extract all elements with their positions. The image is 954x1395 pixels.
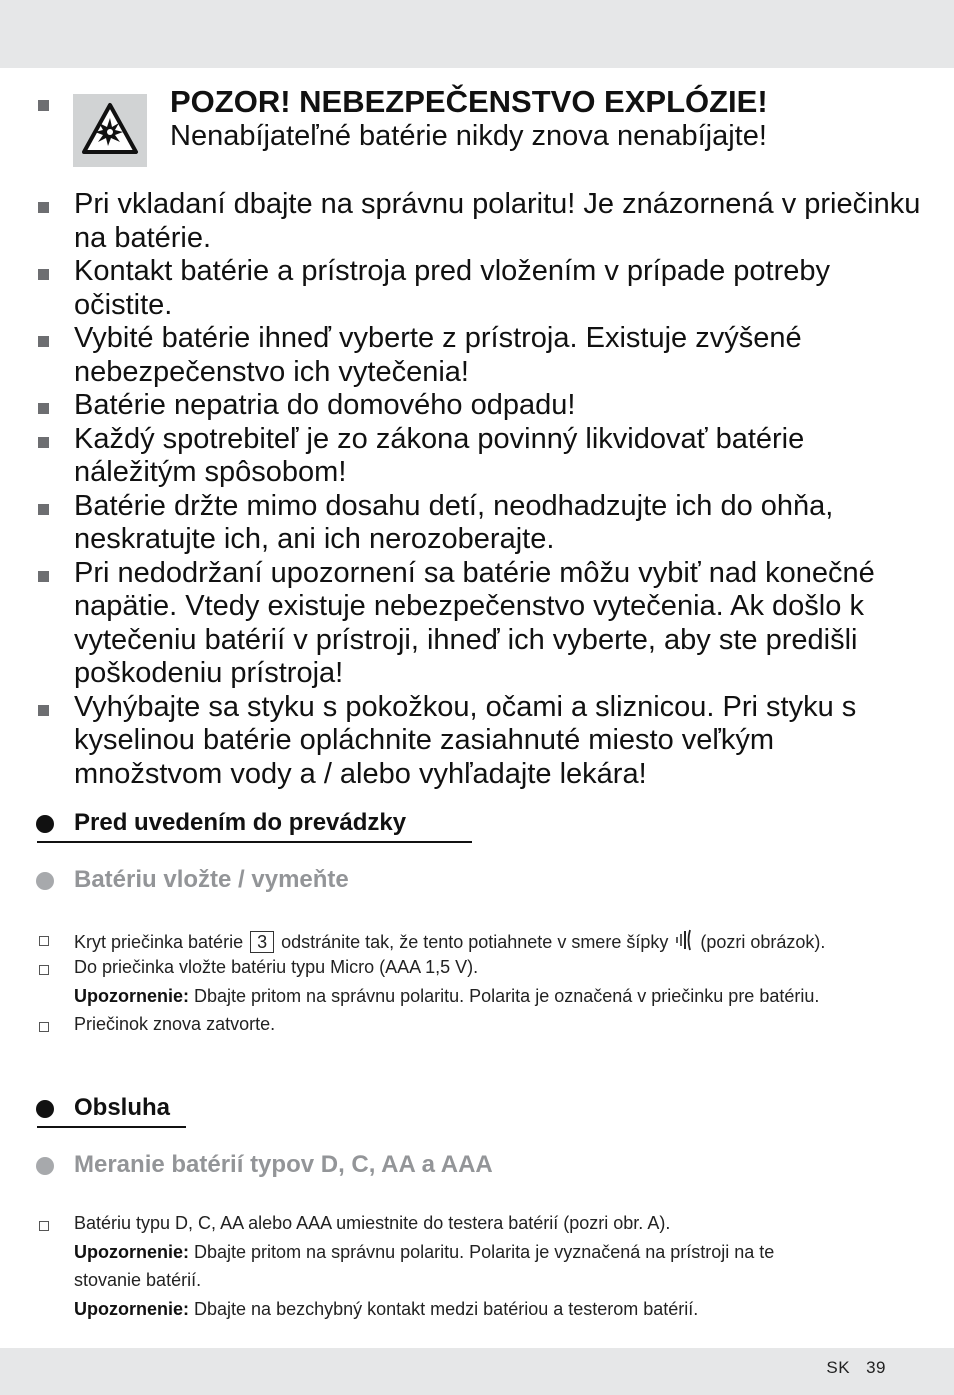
bullet bbox=[38, 437, 49, 448]
step-text-part: (pozri obrázok). bbox=[700, 932, 826, 952]
list-item bbox=[74, 188, 924, 255]
heading-dot bbox=[36, 1100, 54, 1118]
list-item bbox=[74, 322, 924, 389]
note-text-continued: stovanie batérií. bbox=[74, 1270, 202, 1290]
note-body: Dbajte pritom na správnu polaritu. Polarita je označená v priečinku pre batériu. bbox=[194, 986, 820, 1006]
subheading-dot bbox=[36, 1157, 54, 1175]
list-item-text: Pri vkladaní dbajte na správnu polaritu! Je znázornená v priečinku na batérie. bbox=[74, 188, 921, 254]
section-heading: Pred uvedením do prevádzky bbox=[74, 809, 407, 836]
note-body: Dbajte pritom na správnu polaritu. Polarita je vyznačená na prístroji na te bbox=[194, 1242, 775, 1262]
list-item-text: Pri nedodržaní upozornení sa batérie môžu vybiť nad konečné napätie. Vtedy existuje nebezpečenstvo vytečenia. Ak došlo k vytečeniu batérií v prístroji, ihneď ich vyberte, aby ste predišli poškodeniu prístroja! bbox=[74, 556, 875, 689]
checkbox bbox=[39, 936, 49, 946]
bullet bbox=[38, 571, 49, 582]
note-text bbox=[74, 986, 819, 1007]
section-subheading: Meranie batérií typov D, C, AA a AAA bbox=[74, 1151, 493, 1178]
warning-text: Nenabíjateľné batérie nikdy znova nenabíjajte! bbox=[170, 120, 767, 152]
explosion-warning-icon bbox=[73, 94, 147, 167]
footer-band bbox=[0, 1348, 954, 1395]
part-number-badge: 3 bbox=[250, 931, 274, 953]
page-number: 39 bbox=[866, 1358, 886, 1377]
bullet bbox=[38, 269, 49, 280]
checkbox bbox=[39, 1022, 49, 1032]
bullet bbox=[38, 705, 49, 716]
list-item-text: Batérie držte mimo dosahu detí, neodhadzujte ich do ohňa, neskratujte ich, ani ich nerozoberajte. bbox=[74, 489, 834, 555]
bullet bbox=[38, 202, 49, 213]
step-text: Priečinok znova zatvorte. bbox=[74, 1014, 276, 1034]
list-item-text: Každý spotrebiteľ je zo zákona povinný likvidovať batérie náležitým spôsobom! bbox=[74, 422, 805, 488]
step-text bbox=[74, 929, 825, 953]
note-text bbox=[74, 1242, 774, 1263]
list-item bbox=[74, 255, 924, 322]
step-text: Do priečinka vložte batériu typu Micro (AAA 1,5 V). bbox=[74, 957, 479, 977]
list-item-text: Batérie nepatria do domového odpadu! bbox=[74, 389, 576, 421]
list-item bbox=[74, 490, 924, 557]
note-text bbox=[74, 1299, 698, 1320]
bullet bbox=[38, 336, 49, 347]
section-subheading: Batériu vložte / vymeňte bbox=[74, 866, 349, 893]
list-item bbox=[74, 423, 924, 490]
language-code: SK bbox=[826, 1358, 851, 1377]
list-item-text: Vybité batérie ihneď vyberte z prístroja. Existuje zvýšené nebezpečenstvo ich vytečenia! bbox=[74, 322, 802, 388]
list-item bbox=[74, 557, 924, 691]
safety-list bbox=[74, 188, 924, 791]
list-item bbox=[74, 691, 924, 792]
heading-underline bbox=[37, 841, 472, 843]
bullet bbox=[38, 403, 49, 414]
heading-underline bbox=[37, 1126, 186, 1128]
warning-title: POZOR! NEBEZPEČENSTVO EXPLÓZIE! bbox=[170, 84, 768, 119]
step-text: Batériu typu D, C, AA alebo AAA umiestnite do testera batérií (pozri obr. A). bbox=[74, 1213, 671, 1233]
step-text-part: Kryt priečinka batérie bbox=[74, 932, 244, 952]
step-text-part: odstránite tak, že tento potiahnete v smere šípky bbox=[281, 932, 669, 952]
list-item-text: Kontakt batérie a prístroja pred vložením v prípade potreby očistite. bbox=[74, 255, 831, 321]
list-item-text: Vyhýbajte sa styku s pokožkou, očami a sliznicou. Pri styku s kyselinou batérie opláchnite zasiahnuté miesto veľkým množstvom vody a / alebo vyhľadajte lekára! bbox=[74, 690, 857, 790]
note-label: Upozornenie: bbox=[74, 986, 189, 1006]
subheading-dot bbox=[36, 872, 54, 890]
bullet bbox=[38, 504, 49, 515]
checkbox bbox=[39, 1221, 49, 1231]
list-item bbox=[74, 389, 924, 423]
checkbox bbox=[39, 965, 49, 975]
note-body: Dbajte na bezchybný kontakt medzi batériou a testerom batérií. bbox=[194, 1299, 699, 1319]
note-label: Upozornenie: bbox=[74, 1242, 189, 1262]
page-footer bbox=[826, 1358, 886, 1378]
note-label: Upozornenie: bbox=[74, 1299, 189, 1319]
section-heading: Obsluha bbox=[74, 1094, 171, 1121]
heading-dot bbox=[36, 815, 54, 833]
slide-arrow-icon bbox=[675, 929, 693, 951]
header-band bbox=[0, 0, 954, 68]
bullet bbox=[38, 100, 49, 111]
